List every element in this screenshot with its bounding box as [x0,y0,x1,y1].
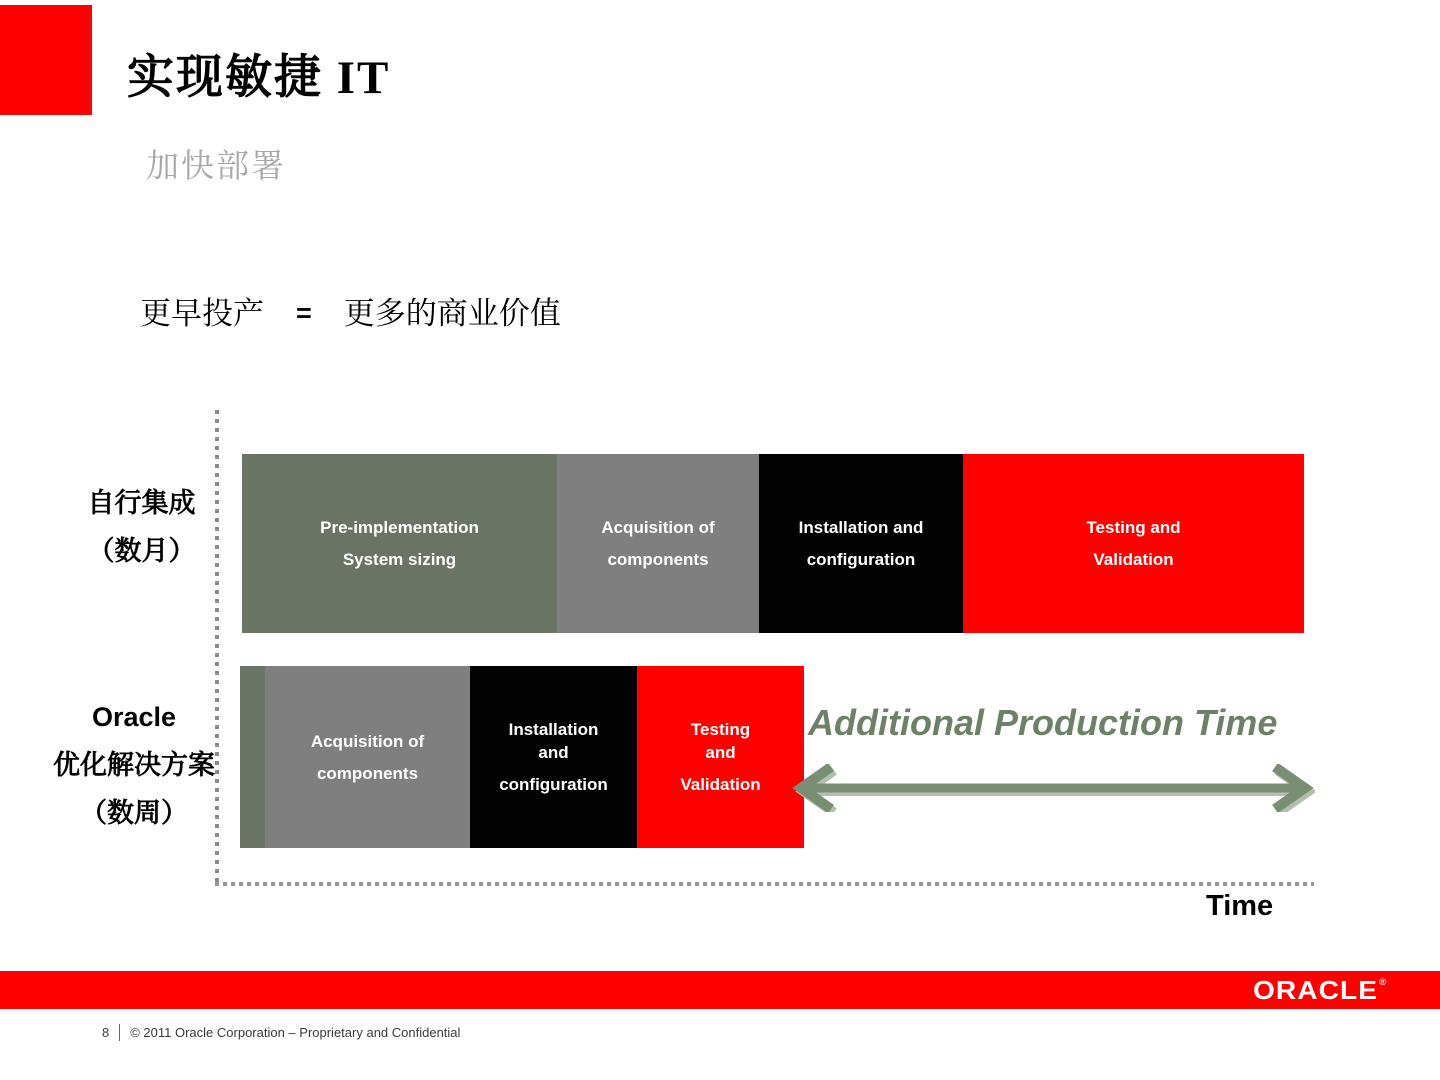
slide-subtitle: 加快部署 [146,149,286,185]
bar-segment-testing: Testing and Validation [637,666,804,848]
footer-divider [119,1024,120,1041]
bar-segment-pre-implementation [240,666,265,848]
bar-segment-installation: Installation and configuration [759,454,963,633]
footer-red-bar [0,971,1440,1009]
x-axis-title: Time [1206,890,1274,922]
equals-sign: = [296,298,312,328]
bar-row-oracle-solution [240,666,804,848]
oracle-logo-text: ORACLE [1253,975,1379,1005]
x-axis-dotted-line [215,882,1314,886]
bar-segment-acquisition: Acquisition of components [265,666,470,848]
row-label-line: （数月） [87,536,196,566]
statement-right-text: 更多的商业价值 [343,296,561,331]
bar-row-self-integration [242,454,1304,633]
registered-mark: ® [1379,977,1388,987]
bar-segment-installation: Installation and configuration [470,666,637,848]
brand-red-square [0,5,92,115]
bar-segment-testing: Testing and Validation [963,454,1304,633]
footer-info [102,1024,460,1041]
copyright-text: © 2011 Oracle Corporation – Proprietary and Confidential [130,1025,461,1040]
page-number: 8 [102,1025,110,1040]
row-label-line: 自行集成 [87,488,196,518]
bar-segment-acquisition: Acquisition of components [557,454,759,633]
bar-segment-pre-implementation: Pre-implementation System sizing [242,454,557,633]
oracle-logo [1253,975,1387,1006]
value-statement [140,288,561,333]
slide-title: 实现敏捷 IT [127,52,391,104]
double-arrow-icon [791,764,1315,812]
statement-left-text: 更早投产 [140,296,264,331]
row-label-oracle-solution [44,693,224,837]
row-label-line: 优化解决方案 [53,750,215,780]
row-label-line: Oracle [91,702,177,732]
row-label-self-integration [64,479,219,575]
row-label-line: （数周） [80,798,188,828]
additional-production-time-label: Additional Production Time [808,702,1278,743]
